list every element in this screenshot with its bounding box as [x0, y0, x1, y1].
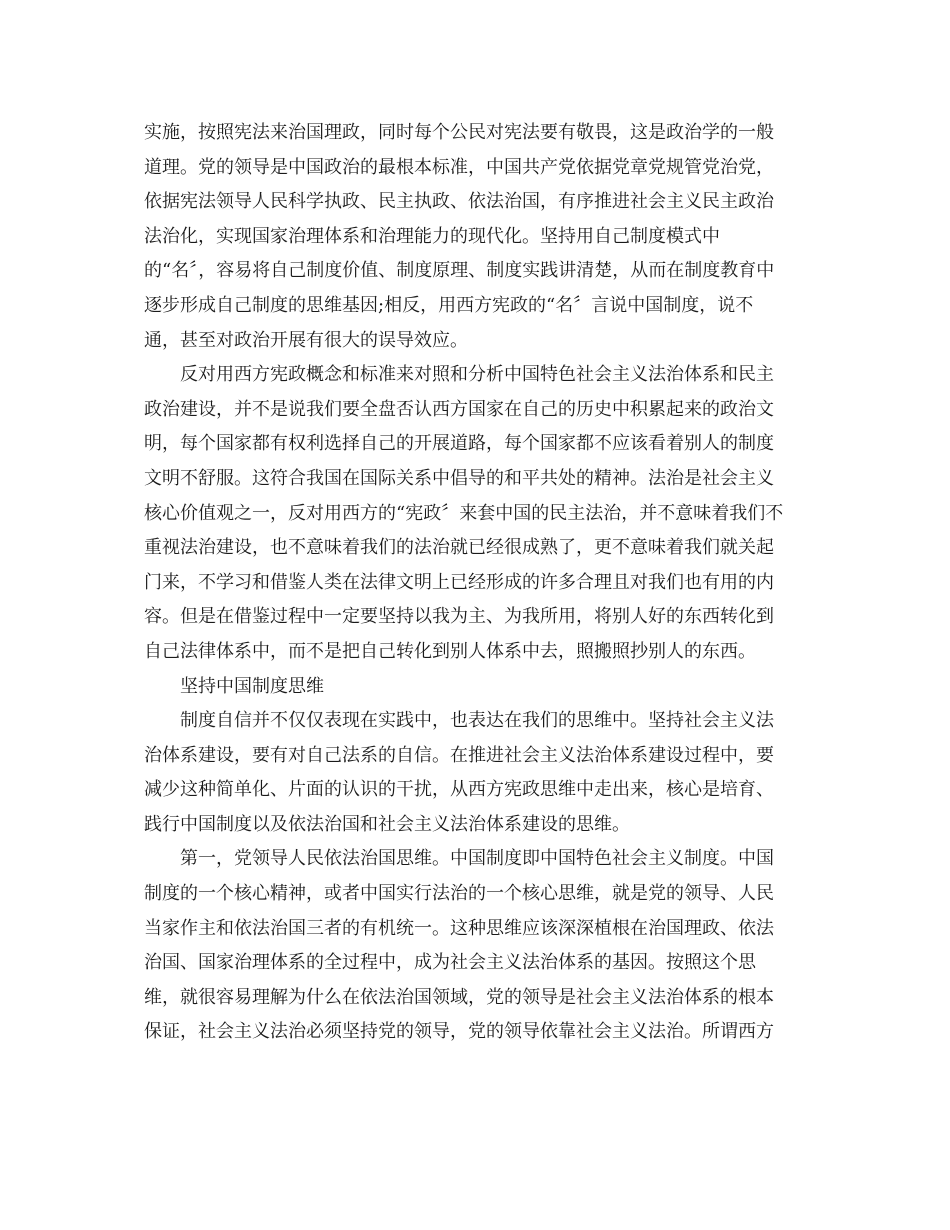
paragraph — [144, 842, 812, 1050]
text-line: 实施，按照宪法来治国理政，同时每个公民对宪法要有敬畏，这是政治学的一般 — [144, 122, 774, 143]
document-body — [144, 116, 812, 1050]
text-line: 践行中国制度以及依法治国和社会主义法治体系建设的思维。 — [144, 813, 630, 835]
section-heading — [144, 670, 812, 705]
text-line: 维，就很容易理解为什么在依法治国领域，党的领导是社会主义法治体系的根本 — [144, 986, 774, 1008]
text-line: 通，甚至对政治开展有很大的误导效应。 — [144, 329, 468, 351]
text-line: 依据宪法领导人民科学执政、民主执政、依法治国，有序推进社会主义民主政治 — [144, 191, 774, 213]
text-line: 制度的一个核心精神，或者中国实行法治的一个核心思维，就是党的领导、人民 — [144, 883, 774, 905]
text-line: 自己法律体系中，而不是把自己转化到别人体系中去，照搬照抄别人的东西。 — [144, 640, 756, 662]
text-line: 文明不舒服。这符合我国在国际关系中倡导的和平共处的精神。法治是社会主义 — [144, 467, 774, 489]
paragraph — [144, 116, 812, 358]
text-line: 第一，党领导人民依法治国思维。中国制度即中国特色社会主义制度。中国 — [180, 848, 774, 870]
text-line: 保证，社会主义法治必须坚持党的领导，党的领导依靠社会主义法治。所谓西方 — [144, 1021, 774, 1043]
text-line: 重视法治建设，也不意味着我们的法治就已经很成熟了，更不意味着我们就关起 — [144, 537, 774, 559]
text-line: 当家作主和依法治国三者的有机统一。这种思维应该深深植根在治国理政、依法 — [144, 917, 774, 939]
text-line: 明，每个国家都有权利选择自己的开展道路，每个国家都不应该看着别人的制度 — [144, 433, 774, 455]
text-line: 核心价值观之一，反对用西方的“宪政〞来套中国的民主法治，并不意味着我们不 — [144, 502, 784, 524]
text-line: 容。但是在借鉴过程中一定要坚持以我为主、为我所用，将别人好的东西转化到 — [144, 606, 774, 628]
text-line: 减少这种简单化、片面的认识的干扰，从西方宪政思维中走出来，核心是培育、 — [144, 779, 774, 801]
text-line: 治国、国家治理体系的全过程中，成为社会主义法治体系的基因。按照这个思 — [144, 952, 756, 974]
text-line: 治体系建设，要有对自己法系的自信。在推进社会主义法治体系建设过程中，要 — [144, 744, 774, 766]
text-line: 的“名〞，容易将自己制度价值、制度原理、制度实践讲清楚，从而在制度教育中 — [144, 260, 775, 282]
text-line: 政治建设，并不是说我们要全盘否认西方国家在自己的历史中积累起来的政治文 — [144, 398, 774, 420]
text-line: 反对用西方宪政概念和标准来对照和分析中国特色社会主义法治体系和民主 — [180, 364, 774, 386]
text-line: 门来，不学习和借鉴人类在法律文明上已经形成的许多合理且对我们也有用的内 — [144, 571, 774, 593]
text-line: 制度自信并不仅仅表现在实践中，也表达在我们的思维中。坚持社会主义法 — [180, 710, 774, 732]
paragraph — [144, 704, 812, 842]
heading-text: 坚持中国制度思维 — [180, 675, 324, 697]
text-line: 法治化，实现国家治理体系和治理能力的现代化。坚持用自己制度模式中 — [144, 225, 720, 247]
text-line: 逐步形成自己制度的思维基因;相反，用西方宪政的“名〞言说中国制度，说不 — [144, 294, 754, 316]
paragraph — [144, 358, 812, 669]
text-line: 道理。党的领导是中国政治的最根本标准，中国共产党依据党章党规管党治党， — [144, 156, 774, 178]
